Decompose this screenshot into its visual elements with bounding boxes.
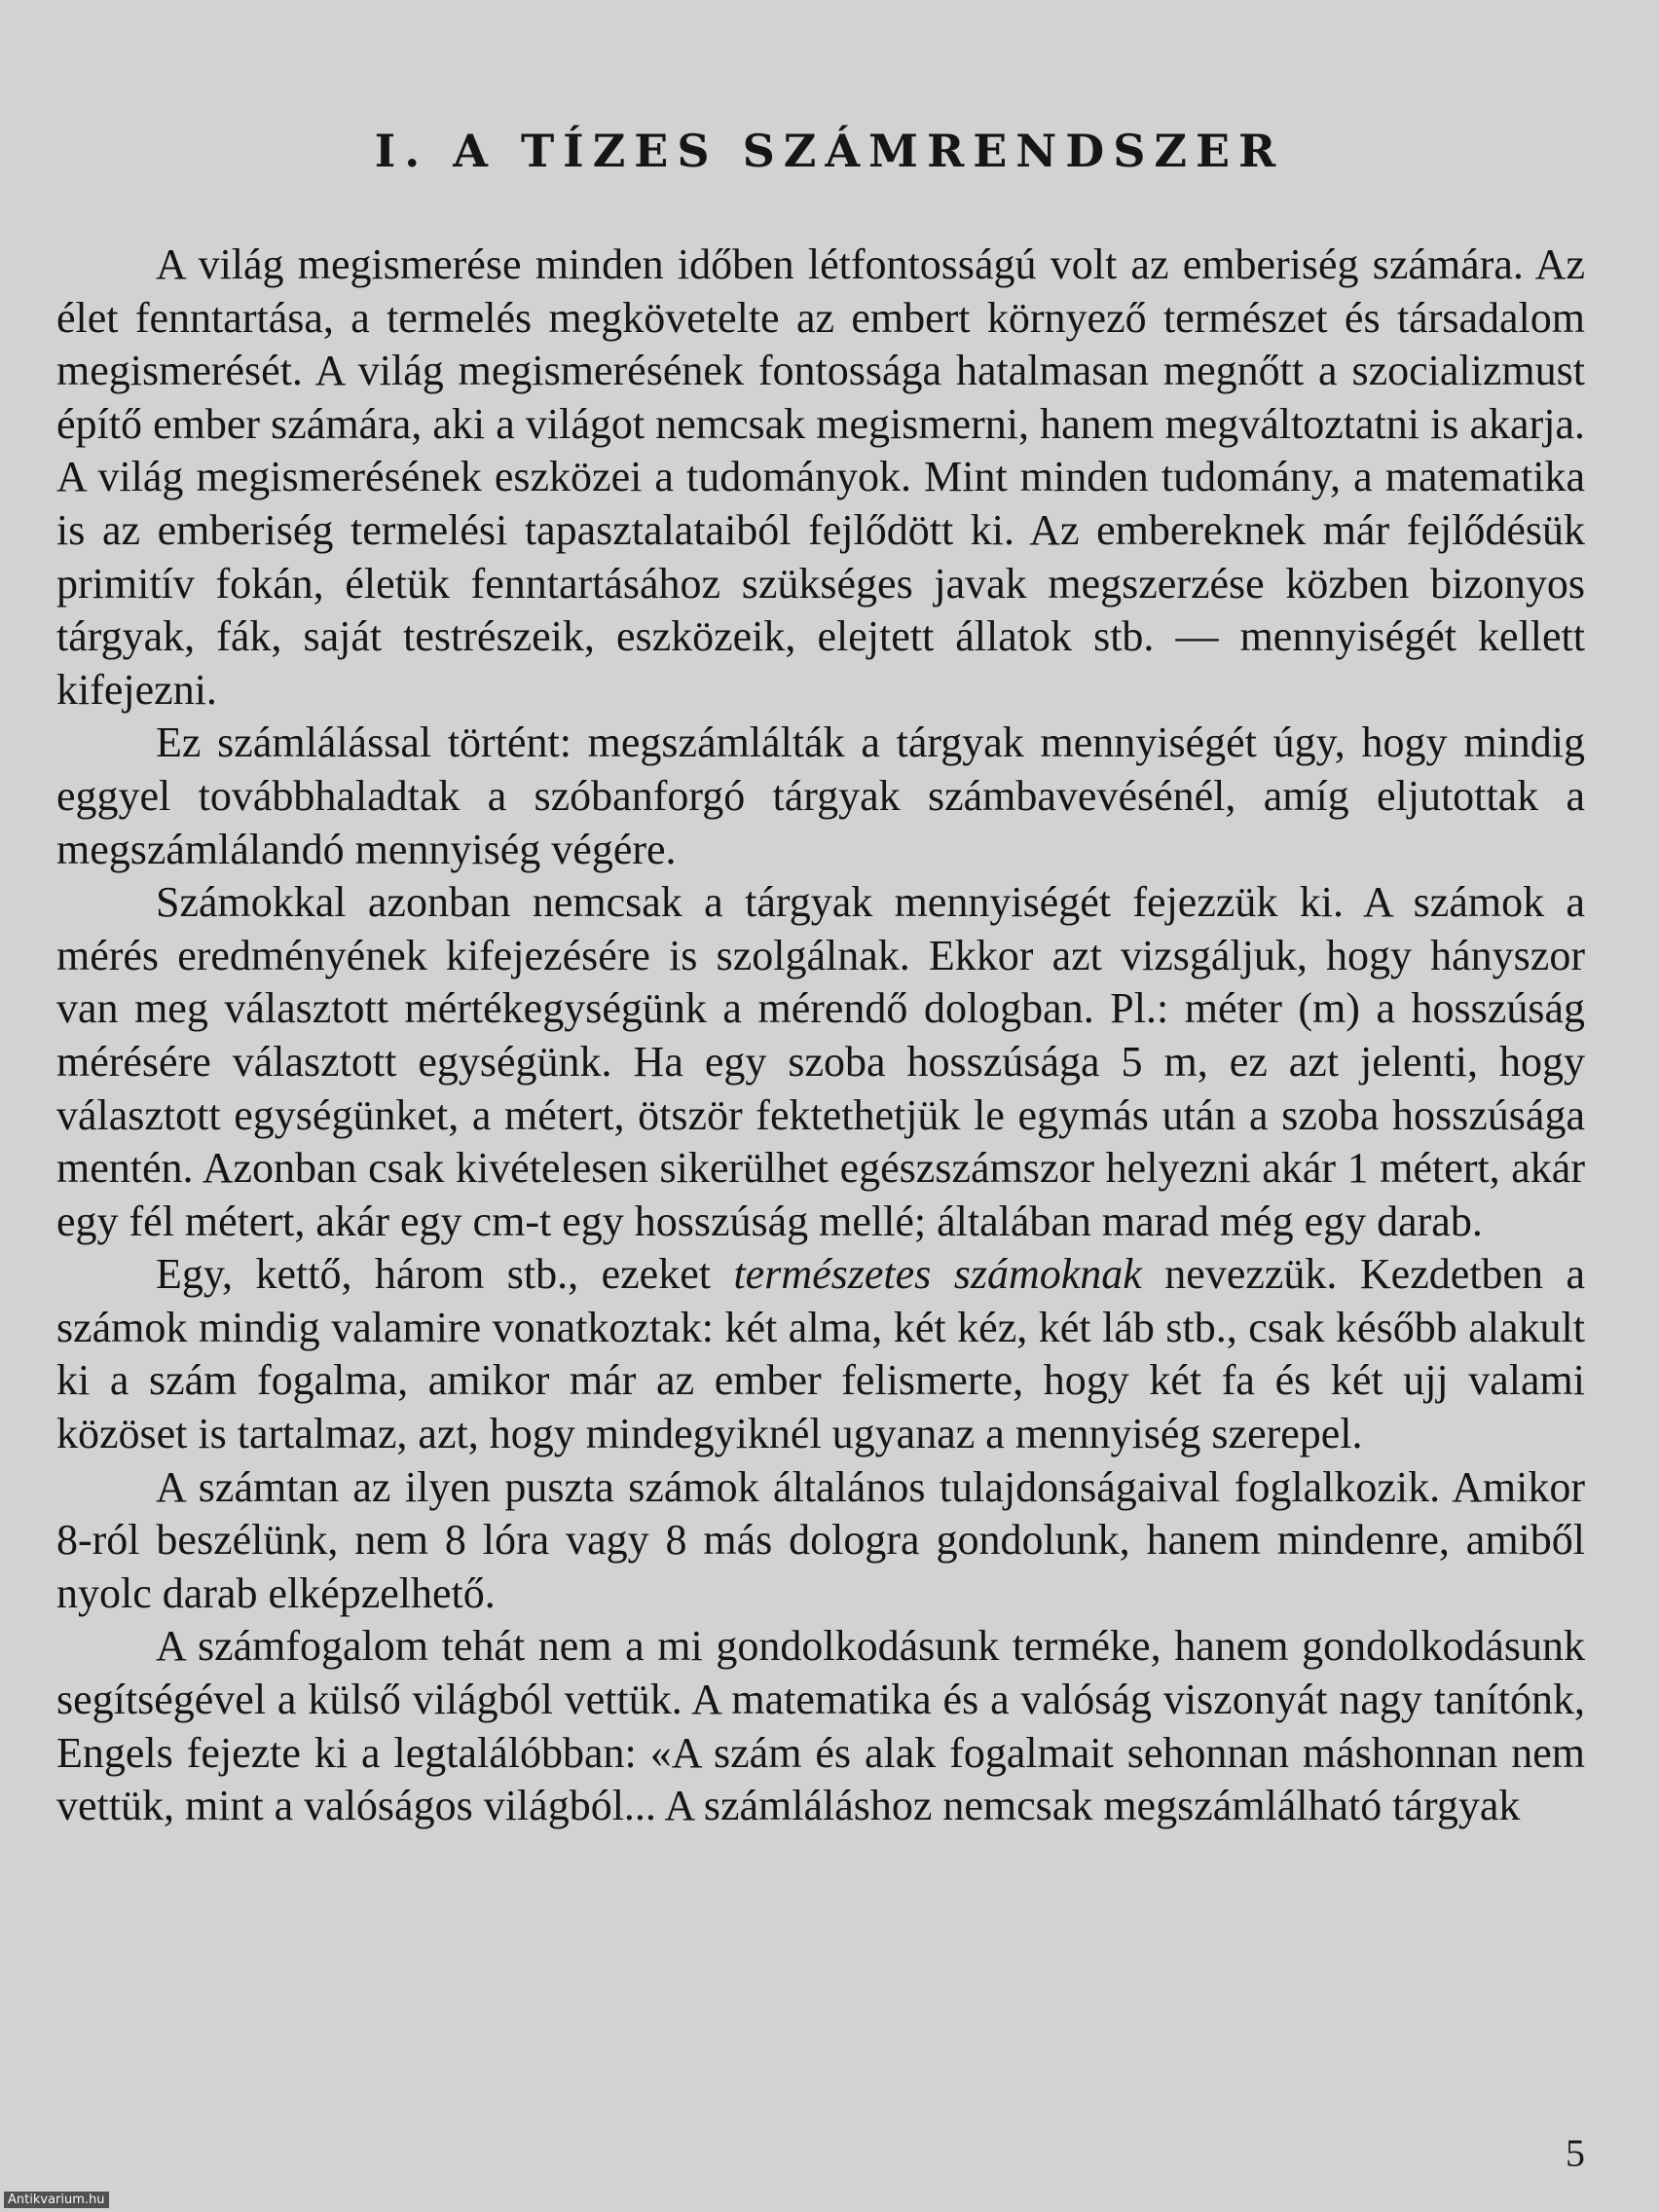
emphasized-term: természetes számoknak [733,1250,1142,1299]
watermark: Antikvarium.hu [4,2192,109,2208]
body-text [56,239,1585,1833]
paragraph-6: A számfogalom tehát nem a mi gondolkodásunk terméke, hanem gondolkodásunk segítségével a külső világból vettük. A matematika és a valóság viszonyát nagy tanítónk, Engels fejezte ki a legtalálóbban: «A szám és alak fogalmait sehonnan máshonnan nem vettük, mint a valóságos világból... A számláláshoz nemcsak megszámlálható tárgyak [56,1622,1585,1830]
page-number: 5 [1566,2131,1585,2175]
paragraph-4-after: nevezzük. Kezdetben a számok mindig valamire vonatkoztak: két alma, két kéz, két láb stb., csak később alakult ki a szám fogalma, amikor már az ember felismerte, hogy két fa és két ujj valami közöset is tartalmaz, azt, hogy mindegyiknél ugyanaz a mennyiség szerepel. [56,1250,1585,1458]
chapter-title: I. A TÍZES SZÁMRENDSZER [374,125,1285,177]
paragraph-1: A világ megismerése minden időben létfontosságú volt az emberiség számára. Az élet fenntartása, a termelés megkövetelte az embert környező természet és társadalom megismerését. A világ megismerésének fontossága hatalmasan megnőtt a szocializmust építő ember számára, aki a világot nemcsak megismerni, hanem megváltoztatni is akarja. A világ megismerésének eszközei a tudományok. Mint minden tudomány, a matematika is az emberiség termelési tapasztalataiból fejlődött ki. Az embereknek már fejlődésük primitív fokán, életük fenntartásához szükséges javak megszerzése közben bizonyos tárgyak, fák, saját testrészeik, eszközeik, elejtett állatok stb. — mennyiségét kellett kifejezni. [56,240,1585,714]
paragraph-4 [56,1248,1585,1460]
paragraph-2: Ez számlálással történt: megszámlálták a tárgyak mennyiségét úgy, hogy mindig eggyel továbbhaladtak a szóbanforgó tárgyak számbavevésénél, amíg eljutottak a megszámlálandó mennyiség végére. [56,719,1585,873]
paragraph-4-before: Egy, kettő, három stb., ezeket [156,1250,734,1299]
paragraph-5: A számtan az ilyen puszta számok általános tulajdonságaival foglalkozik. Amikor 8-ról beszélünk, nem 8 lóra vagy 8 más dologra gondolunk, hanem mindenre, amiből nyolc darab elképzelhető. [56,1462,1585,1617]
paragraph-3: Számokkal azonban nemcsak a tárgyak mennyiségét fejezzük ki. A számok a mérés eredményének kifejezésére is szolgálnak. Ekkor azt vizsgáljuk, hogy hányszor van meg választott mértékegységünk a mérendő dologban. Pl.: méter (m) a hosszúság mérésére választott egységünk. Ha egy szoba hosszúsága 5 m, ez azt jelenti, hogy választott egységünket, a métert, ötször fektethetjük le egymás után a szoba hosszúsága mentén. Azonban csak kivételesen sikerülhet egészszámszor helyezni akár 1 métert, akár egy fél métert, akár egy cm-t egy hosszúság mellé; általában marad még egy darab. [56,878,1585,1245]
